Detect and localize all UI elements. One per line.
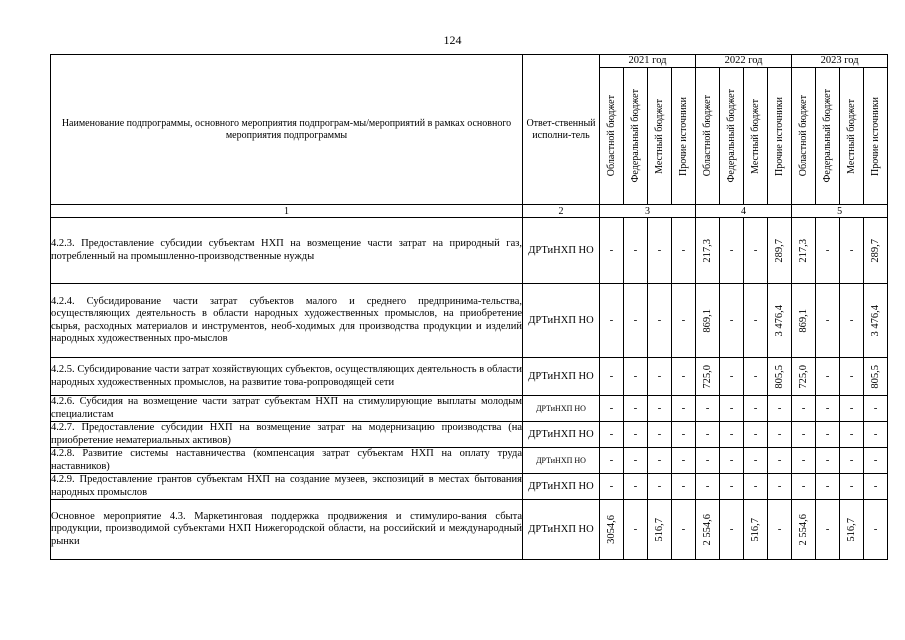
value-cell	[840, 500, 864, 560]
value-text: -	[609, 402, 614, 415]
value-text: -	[849, 370, 854, 383]
value-cell	[816, 422, 840, 448]
value-text: -	[801, 454, 806, 467]
value-text: -	[873, 523, 878, 536]
value-cell	[600, 474, 624, 500]
value-cell	[744, 358, 768, 396]
value-text: -	[729, 370, 734, 383]
value-cell	[600, 500, 624, 560]
value-text: -	[873, 428, 878, 441]
column-number-row	[51, 205, 888, 218]
header-source: Прочие источники	[678, 96, 690, 176]
value-cell	[792, 422, 816, 448]
value-cell	[624, 396, 648, 422]
value-text: -	[681, 523, 686, 536]
row-name: 4.2.6. Субсидия на возмещение части затрат субъектам НХП на стимулирующие выплаты молодым специалистам	[51, 396, 522, 420]
value-cell	[696, 500, 720, 560]
value-cell	[816, 448, 840, 474]
value-cell	[624, 448, 648, 474]
value-cell	[744, 284, 768, 358]
row-executor: ДРТиНХП НО	[523, 474, 600, 500]
value-cell	[600, 218, 624, 284]
value-cell	[624, 422, 648, 448]
value-cell	[864, 396, 888, 422]
value-text: -	[753, 402, 758, 415]
value-text: -	[873, 480, 878, 493]
value-cell	[864, 218, 888, 284]
value-cell	[624, 474, 648, 500]
value-cell	[720, 396, 744, 422]
row-name: 4.2.7. Предоставление субсидии НХП на возмещение затрат на модернизацию производства (на приобретение нематериальных активов)	[51, 422, 522, 446]
value-text: -	[777, 480, 782, 493]
value-cell	[696, 218, 720, 284]
value-text: -	[657, 454, 662, 467]
value-cell	[792, 500, 816, 560]
row-name: 4.2.4. Субсидирование части затрат субъектов малого и среднего предпринима-тельства, осуществляющих деятельность в области народных художественных промыслов, на приобретение сырья, расходных материалов и инструментов, необ-ходимых для производства продукции и изделий народных художественных про-мыслов	[51, 284, 523, 358]
value-cell	[648, 358, 672, 396]
value-text: -	[753, 370, 758, 383]
value-text: -	[753, 428, 758, 441]
value-text: -	[801, 402, 806, 415]
value-cell	[864, 358, 888, 396]
value-cell	[840, 218, 864, 284]
value-text: 3 476,4	[870, 304, 882, 337]
table-row	[51, 284, 888, 358]
value-text: 217,3	[702, 238, 714, 263]
value-text: -	[801, 428, 806, 441]
column-number: 1	[51, 205, 523, 218]
value-text: -	[825, 402, 830, 415]
value-cell	[840, 474, 864, 500]
header-source-cell	[648, 68, 672, 205]
value-text: -	[729, 402, 734, 415]
page-number: 124	[443, 33, 462, 47]
value-text: 289,7	[870, 238, 882, 263]
value-cell	[792, 396, 816, 422]
value-text: -	[825, 428, 830, 441]
value-cell	[720, 422, 744, 448]
header-source-cell	[600, 68, 624, 205]
value-text: -	[633, 454, 638, 467]
value-cell	[720, 474, 744, 500]
value-text: -	[609, 454, 614, 467]
value-text: -	[633, 523, 638, 536]
value-cell	[840, 396, 864, 422]
value-cell	[648, 284, 672, 358]
value-cell	[696, 284, 720, 358]
header-source-cell	[624, 68, 648, 205]
value-cell	[624, 500, 648, 560]
value-text: -	[753, 314, 758, 327]
value-cell	[744, 218, 768, 284]
value-text: -	[849, 428, 854, 441]
value-cell	[624, 218, 648, 284]
table-row	[51, 500, 888, 560]
value-text: -	[609, 370, 614, 383]
value-text: -	[753, 454, 758, 467]
header-source-cell	[816, 68, 840, 205]
value-text: -	[753, 244, 758, 257]
value-cell	[744, 474, 768, 500]
row-name: Основное мероприятие 4.3. Маркетинговая поддержка продвижения и стимулиро-вания сбыта продукции, производимой субъектами НХП Нижегородской области, на российский и международный рынки	[51, 500, 523, 560]
value-text: -	[657, 314, 662, 327]
value-text: -	[729, 314, 734, 327]
value-text: -	[753, 480, 758, 493]
value-cell	[768, 396, 792, 422]
header-source-cell	[672, 68, 696, 205]
header-source-cell	[792, 68, 816, 205]
header-source-cell	[768, 68, 792, 205]
row-name: 4.2.9. Предоставление грантов субъектам НХП на создание музеев, экспозиций в местах бытования народных промыслов	[51, 474, 522, 498]
value-text: -	[681, 314, 686, 327]
value-text: -	[681, 428, 686, 441]
value-text: -	[609, 314, 614, 327]
header-source-cell	[744, 68, 768, 205]
header-source-cell	[696, 68, 720, 205]
value-text: -	[681, 402, 686, 415]
value-text: 2 554,6	[798, 513, 810, 546]
value-text: 217,3	[798, 238, 810, 263]
header-source-cell	[720, 68, 744, 205]
value-cell	[768, 448, 792, 474]
header-source: Федеральный бюджет	[822, 89, 834, 183]
value-text: -	[705, 428, 710, 441]
value-cell	[696, 448, 720, 474]
value-text: -	[657, 244, 662, 257]
value-cell	[720, 448, 744, 474]
value-cell	[672, 218, 696, 284]
value-text: 805,5	[774, 364, 786, 389]
value-text: -	[729, 428, 734, 441]
value-cell	[624, 358, 648, 396]
value-text: -	[609, 428, 614, 441]
table-row	[51, 218, 888, 284]
value-text: -	[657, 402, 662, 415]
value-cell	[768, 422, 792, 448]
value-text: -	[825, 454, 830, 467]
value-cell	[648, 474, 672, 500]
value-cell	[816, 474, 840, 500]
value-text: -	[825, 480, 830, 493]
row-executor: ДРТиНХП НО	[523, 358, 600, 396]
header-source-cell	[840, 68, 864, 205]
value-text: -	[777, 402, 782, 415]
header-source: Областной бюджет	[702, 95, 714, 177]
budget-table	[50, 54, 888, 560]
value-text: -	[657, 370, 662, 383]
value-cell	[672, 284, 696, 358]
value-text: -	[849, 454, 854, 467]
value-cell	[840, 284, 864, 358]
value-cell	[600, 358, 624, 396]
value-cell	[672, 474, 696, 500]
value-cell	[792, 218, 816, 284]
value-text: 725,0	[702, 364, 714, 389]
value-cell	[648, 500, 672, 560]
value-cell	[768, 284, 792, 358]
value-text: -	[849, 402, 854, 415]
value-cell	[744, 396, 768, 422]
value-cell	[768, 218, 792, 284]
table-row	[51, 358, 888, 396]
value-text: 516,7	[846, 517, 858, 542]
value-cell	[696, 474, 720, 500]
value-cell	[648, 448, 672, 474]
value-text: -	[657, 480, 662, 493]
value-cell	[840, 422, 864, 448]
value-text: -	[873, 402, 878, 415]
value-cell	[672, 422, 696, 448]
column-number: 4	[696, 205, 792, 218]
value-cell	[816, 284, 840, 358]
value-cell	[864, 448, 888, 474]
row-executor: ДРТиНХП НО	[523, 422, 600, 448]
value-cell	[600, 396, 624, 422]
row-executor: ДРТиНХП НО	[523, 284, 600, 358]
value-cell	[864, 284, 888, 358]
value-cell	[816, 500, 840, 560]
header-source: Областной бюджет	[798, 95, 810, 177]
table-row	[51, 448, 888, 474]
header-source-cell	[864, 68, 888, 205]
value-text: 289,7	[774, 238, 786, 263]
value-text: 725,0	[798, 364, 810, 389]
row-executor: ДРТиНХП НО	[523, 218, 600, 284]
value-text: -	[633, 480, 638, 493]
value-cell	[720, 218, 744, 284]
value-cell	[744, 500, 768, 560]
value-cell	[672, 500, 696, 560]
value-cell	[768, 500, 792, 560]
value-cell	[600, 448, 624, 474]
value-cell	[672, 396, 696, 422]
header-source: Местный бюджет	[846, 98, 858, 174]
table-row	[51, 396, 888, 422]
value-cell	[600, 422, 624, 448]
value-cell	[696, 358, 720, 396]
header-source: Прочие источники	[774, 96, 786, 176]
header-executor: Ответ-ственный исполни-тель	[523, 55, 600, 205]
value-text: -	[777, 523, 782, 536]
value-text: -	[729, 523, 734, 536]
value-text: 3054,6	[606, 515, 617, 544]
value-cell	[720, 500, 744, 560]
value-cell	[648, 396, 672, 422]
value-cell	[672, 448, 696, 474]
value-text: -	[729, 454, 734, 467]
value-text: -	[633, 370, 638, 383]
value-text: -	[681, 480, 686, 493]
value-cell	[816, 218, 840, 284]
value-cell	[792, 358, 816, 396]
value-text: -	[633, 244, 638, 257]
value-text: -	[681, 370, 686, 383]
column-number: 3	[600, 205, 696, 218]
value-cell	[744, 422, 768, 448]
value-cell	[648, 422, 672, 448]
value-cell	[624, 284, 648, 358]
value-cell	[792, 284, 816, 358]
value-text: -	[777, 454, 782, 467]
value-cell	[864, 474, 888, 500]
column-number: 5	[792, 205, 888, 218]
value-cell	[768, 358, 792, 396]
value-text: -	[657, 428, 662, 441]
value-text: -	[729, 480, 734, 493]
value-text: -	[633, 402, 638, 415]
value-text: 516,7	[654, 517, 665, 542]
value-cell	[648, 218, 672, 284]
value-text: 3 476,4	[774, 304, 786, 337]
value-text: -	[705, 480, 710, 493]
value-text: -	[825, 314, 830, 327]
value-text: -	[609, 480, 614, 493]
header-year-2021: 2021 год	[600, 55, 696, 68]
value-cell	[864, 500, 888, 560]
row-name: 4.2.5. Субсидирование части затрат хозяйствующих субъектов, осуществляющих деятельность в области народных художественных промыслов, на развитие това-ропроводящей сети	[51, 358, 523, 396]
value-text: -	[849, 480, 854, 493]
value-cell	[696, 422, 720, 448]
value-cell	[816, 358, 840, 396]
value-cell	[840, 448, 864, 474]
header-source: Федеральный бюджет	[630, 89, 641, 183]
row-executor: ДРТиНХП НО	[523, 396, 600, 422]
value-text: -	[801, 480, 806, 493]
value-text: 516,7	[750, 517, 762, 542]
value-cell	[696, 396, 720, 422]
value-cell	[720, 358, 744, 396]
value-text: -	[609, 244, 614, 257]
table-row	[51, 422, 888, 448]
value-text: -	[873, 454, 878, 467]
row-executor: ДРТиНХП НО	[523, 500, 600, 560]
value-text: 2 554,6	[702, 513, 714, 546]
value-text: -	[633, 428, 638, 441]
value-text: -	[849, 244, 854, 257]
value-text: -	[729, 244, 734, 257]
value-text: -	[849, 314, 854, 327]
value-text: -	[825, 244, 830, 257]
value-cell	[672, 358, 696, 396]
value-cell	[744, 448, 768, 474]
value-text: -	[633, 314, 638, 327]
value-cell	[816, 396, 840, 422]
value-cell	[720, 284, 744, 358]
header-name: Наименование подпрограммы, основного мероприятия подпрограм-мы/мероприятий в рамках основного мероприятия подпрограммы	[51, 55, 523, 205]
value-text: 869,1	[702, 308, 714, 333]
value-cell	[864, 422, 888, 448]
header-source: Областной бюджет	[606, 95, 617, 177]
value-text: 805,5	[870, 364, 882, 389]
value-text: -	[681, 244, 686, 257]
value-cell	[840, 358, 864, 396]
row-executor: ДРТиНХП НО	[523, 448, 600, 474]
header-row-years	[51, 55, 888, 68]
value-cell	[792, 474, 816, 500]
value-cell	[792, 448, 816, 474]
value-cell	[768, 474, 792, 500]
header-source: Местный бюджет	[654, 98, 665, 174]
column-number: 2	[523, 205, 600, 218]
header-source: Федеральный бюджет	[726, 89, 738, 183]
row-name: 4.2.8. Развитие системы наставничества (компенсация затрат субъектам НХП на оплату труда наставников)	[51, 448, 522, 472]
row-name: 4.2.3. Предоставление субсидии субъектам НХП на возмещение части затрат на природный газ, потребленный на промышленно-производственные нужды	[51, 218, 523, 284]
value-text: -	[705, 402, 710, 415]
value-text: 869,1	[798, 308, 810, 333]
table-row	[51, 474, 888, 500]
value-text: -	[825, 370, 830, 383]
value-text: -	[681, 454, 686, 467]
header-year-2023: 2023 год	[792, 55, 888, 68]
value-text: -	[777, 428, 782, 441]
value-text: -	[825, 523, 830, 536]
header-year-2022: 2022 год	[696, 55, 792, 68]
header-source: Прочие источники	[870, 96, 882, 176]
header-source: Местный бюджет	[750, 98, 762, 174]
table-body	[51, 218, 888, 560]
value-cell	[600, 284, 624, 358]
value-text: -	[705, 454, 710, 467]
